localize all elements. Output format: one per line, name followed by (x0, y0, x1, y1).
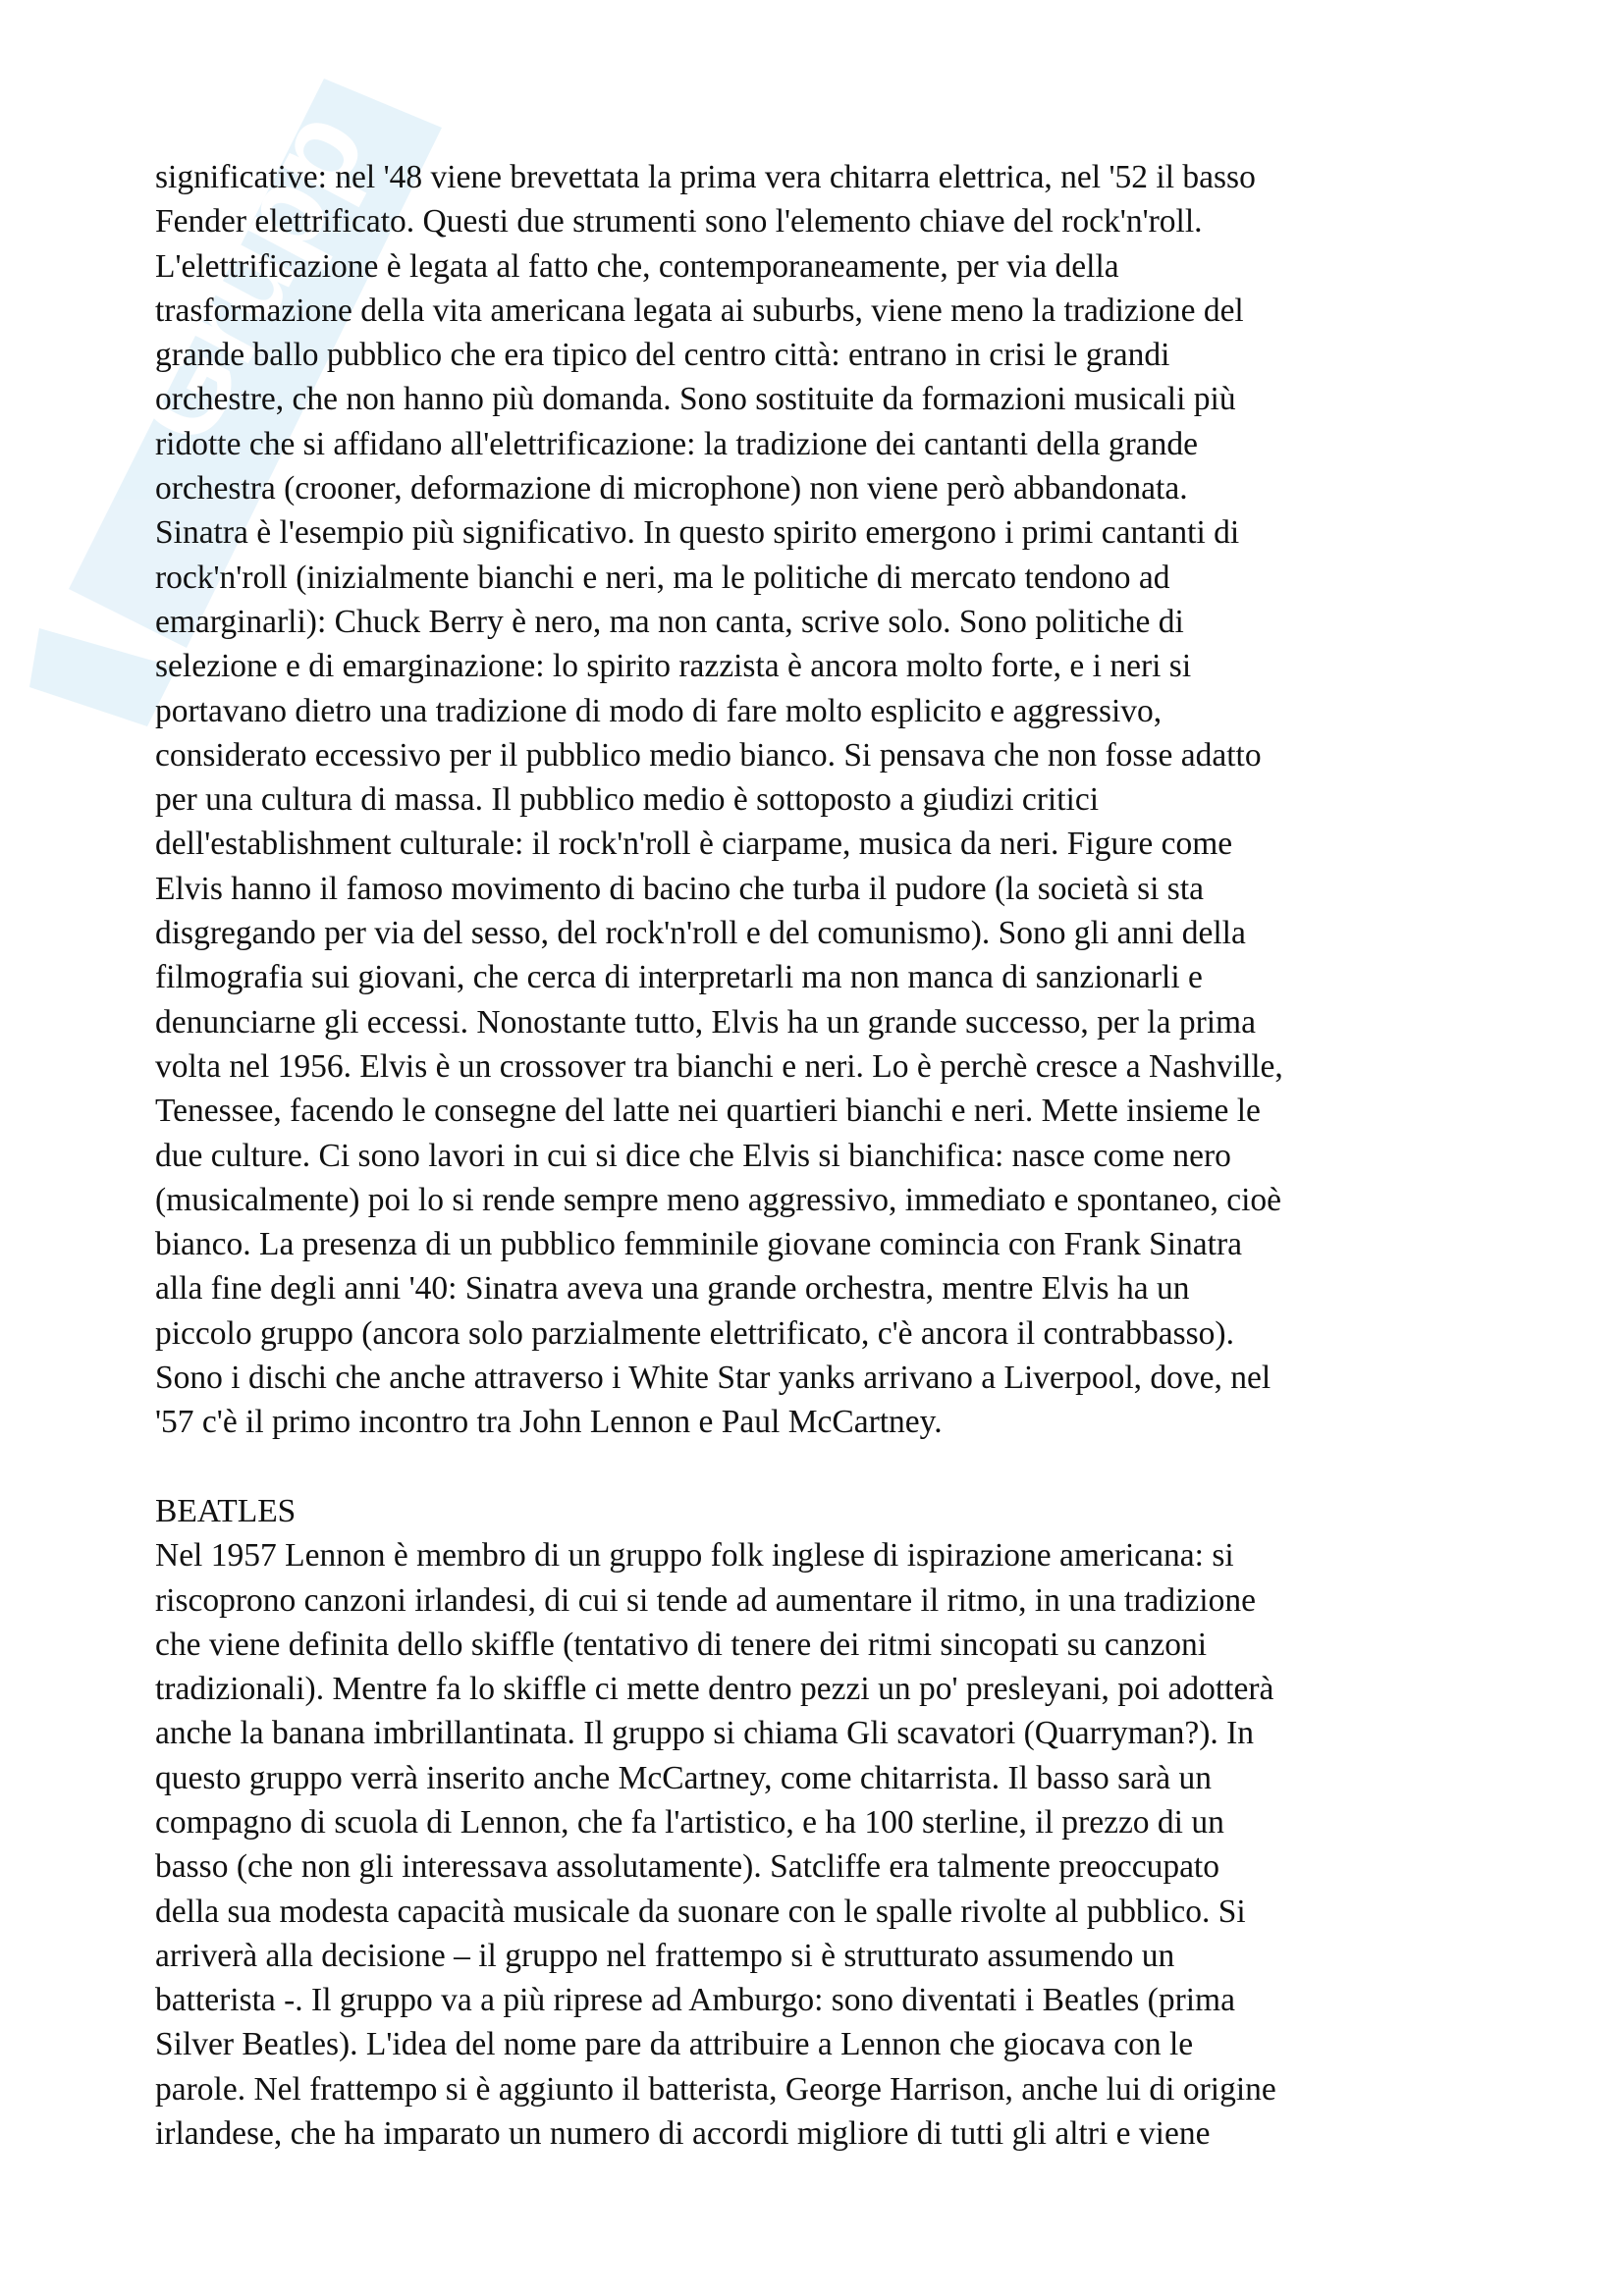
text-line: per una cultura di massa. Il pubblico medio è sottoposto a giudizi critici (155, 781, 1100, 819)
text-line: filmografia sui giovani, che cerca di interpretarli ma non manca di sanzionarli e (155, 959, 1203, 996)
text-line: considerato eccessivo per il pubblico medio bianco. Si pensava che non fosse adatto (155, 736, 1262, 774)
text-line: denunciarne gli eccessi. Nonostante tutto, Elvis ha un grande successo, per la prima (155, 1003, 1256, 1041)
text-line: compagno di scuola di Lennon, che fa l'artistico, e ha 100 sterline, il prezzo di un (155, 1803, 1224, 1841)
text-line: bianco. La presenza di un pubblico femminile giovane comincia con Frank Sinatra (155, 1226, 1243, 1263)
text-line: riscoprono canzoni irlandesi, di cui si tende ad aumentare il ritmo, in una tradizione (155, 1581, 1256, 1619)
text-line: ridotte che si affidano all'elettrificazione: la tradizione dei cantanti della grande (155, 425, 1199, 462)
text-line: portavano dietro una tradizione di modo di fare molto esplicito e aggressivo, (155, 692, 1163, 729)
text-line: volta nel 1956. Elvis è un crossover tra bianchi e neri. Lo è perchè cresce a Nashville, (155, 1047, 1283, 1085)
document-body (155, 155, 1490, 2156)
text-line: tradizionali). Mentre fa lo skiffle ci mette dentro pezzi un po' presleyani, poi adotterà (155, 1671, 1274, 1708)
text-line: grande ballo pubblico che era tipico del centro città: entrano in crisi le grandi (155, 337, 1170, 374)
text-line: parole. Nel frattempo si è aggiunto il batterista, George Harrison, anche lui di origine (155, 2070, 1276, 2108)
text-line: rock'n'roll (inizialmente bianchi e neri, ma le politiche di mercato tendono ad (155, 559, 1170, 596)
text-line: arriverà alla decisione – il gruppo nel frattempo si è strutturato assumendo un (155, 1937, 1175, 1974)
text-line: irlandese, che ha imparato un numero di accordi migliore di tutti gli altri e viene (155, 2115, 1211, 2153)
text-line: Elvis hanno il famoso movimento di bacino che turba il pudore (la società si sta (155, 870, 1205, 907)
text-line: che viene definita dello skiffle (tentativo di tenere dei ritmi sincopati su canzoni (155, 1626, 1208, 1663)
text-line: piccolo gruppo (ancora solo parzialmente elettrificato, c'è ancora il contrabbasso). (155, 1314, 1234, 1352)
text-line: anche la banana imbrillantinata. Il gruppo si chiama Gli scavatori (Quarryman?). In (155, 1715, 1255, 1752)
text-line: significative: nel '48 viene brevettata la prima vera chitarra elettrica, nel '52 il basso (155, 159, 1256, 195)
text-line: Tenessee, facendo le consegne del latte nei quartieri bianchi e neri. Mette insieme le (155, 1093, 1261, 1130)
text-line: selezione e di emarginazione: lo spirito razzista è ancora molto forte, e i neri si (155, 648, 1192, 685)
text-line: Fender elettrificato. Questi due strumenti sono l'elemento chiave del rock'n'roll. (155, 203, 1203, 240)
text-line: Nel 1957 Lennon è membro di un gruppo folk inglese di ispirazione americana: si (155, 1537, 1234, 1575)
text-line: Sono i dischi che anche attraverso i White Star yanks arrivano a Liverpool, dove, nel (155, 1360, 1271, 1397)
text-line: Silver Beatles). L'idea del nome pare da attribuire a Lennon che giocava con le (155, 2026, 1194, 2063)
paragraph-spacer (155, 1445, 1490, 1489)
text-line: questo gruppo verrà inserito anche McCartney, come chitarrista. Il basso sarà un (155, 1759, 1212, 1796)
text-line: batterista -. Il gruppo va a più riprese ad Amburgo: sono diventati i Beatles (prima (155, 1982, 1235, 2019)
section-heading: BEATLES (155, 1492, 297, 1529)
text-line: emarginarli): Chuck Berry è nero, ma non canta, scrive solo. Sono politiche di (155, 603, 1184, 640)
text-line: orchestre, che non hanno più domanda. Sono sostituite da formazioni musicali più (155, 381, 1236, 418)
paragraph-2 (155, 1533, 1490, 2156)
text-line: disgregando per via del sesso, del rock'n'roll e del comunismo). Sono gli anni della (155, 915, 1246, 952)
text-line: due culture. Ci sono lavori in cui si dice che Elvis si bianchifica: nasce come nero (155, 1137, 1231, 1174)
text-line: dell'establishment culturale: il rock'n'roll è ciarpame, musica da neri. Figure come (155, 826, 1233, 863)
text-line: alla fine degli anni '40: Sinatra aveva una grande orchestra, mentre Elvis ha un (155, 1270, 1190, 1308)
text-line: L'elettrificazione è legata al fatto che, contemporaneamente, per via della (155, 247, 1119, 285)
text-line: Sinatra è l'esempio più significativo. In questo spirito emergono i primi cantanti di (155, 514, 1240, 552)
text-line: della sua modesta capacità musicale da suonare con le spalle rivolte al pubblico. Si (155, 1893, 1246, 1930)
text-line: orchestra (crooner, deformazione di microphone) non viene però abbandonata. (155, 470, 1188, 507)
watermark-text: Grupp (107, 89, 390, 464)
text-line: trasformazione della vita americana legata ai suburbs, viene meno la tradizione del (155, 292, 1244, 329)
text-line: basso (che non gli interessava assolutamente). Satcliffe era talmente preoccupato (155, 1848, 1219, 1886)
text-line: (musicalmente) poi lo si rende sempre meno aggressivo, immediato e spontaneo, cioè (155, 1181, 1282, 1218)
paragraph-1 (155, 155, 1490, 1445)
text-line: '57 c'è il primo incontro tra John Lennon e Paul McCartney. (155, 1404, 943, 1441)
